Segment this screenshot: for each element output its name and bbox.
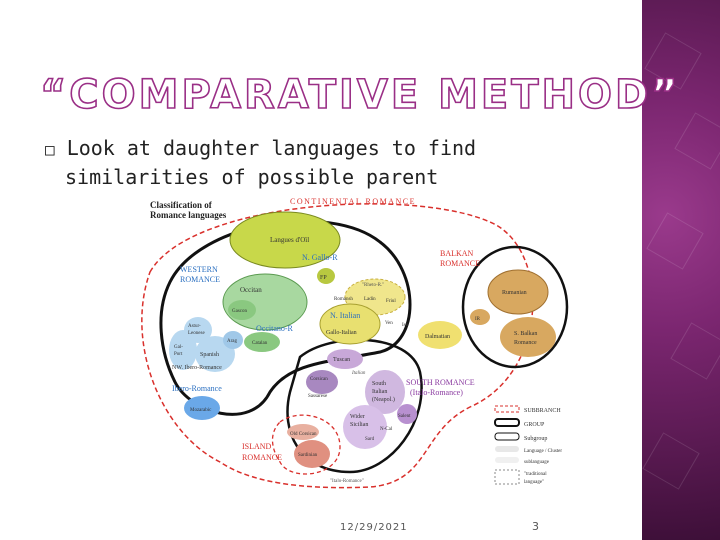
legend-language: Language / Cluster	[524, 449, 563, 454]
romanian-label: Rumanian	[502, 290, 527, 296]
aragonese-label: Arag	[227, 339, 237, 344]
slide-page-number: 3	[532, 520, 539, 533]
astur-leonese-label-2: Leonese	[188, 331, 205, 336]
friul-label: Friul	[386, 299, 396, 304]
ir-blob	[470, 309, 490, 325]
langues-doil-label: Langues d'Oïl	[270, 236, 310, 244]
dalmatian-label: Dalmatian	[425, 334, 450, 340]
legend-subgroup: Subgroup	[524, 436, 548, 442]
s-balkan-label-1: S. Balkan	[514, 331, 538, 337]
balkan-romance-label-2: ROMANCE	[440, 259, 481, 268]
occitan-label: Occitan	[240, 286, 262, 294]
bullet-text-line-1	[45, 136, 476, 160]
legend-traditional-1: "traditional	[524, 472, 547, 477]
ir-label: IR	[475, 317, 480, 322]
n-gallo-r-label: N. Gallo-R	[302, 253, 338, 262]
bullet-text-line-2: similarities of possible parent	[65, 165, 439, 189]
mozarabic-label: Mozarabic	[190, 408, 212, 413]
romansh-label: Romansh	[334, 297, 353, 302]
island-romance-label-1: ISLAND	[242, 442, 272, 451]
galician-label-1: Gal-	[174, 345, 183, 350]
wider-sicilian-label-1: Wider	[350, 414, 365, 420]
nw-ibero-romance-label: NW. Ibero-Romance	[172, 365, 222, 371]
south-italian-label-1: South	[372, 381, 387, 387]
rheto-r-label: "Rheto-R."	[362, 283, 385, 288]
diagram-heading-1: Classification of	[150, 200, 212, 210]
bullet-text: Look at daughter languages to find	[66, 136, 477, 160]
galician-blob	[169, 330, 197, 370]
legend-group: GROUP	[524, 422, 545, 428]
sassarese-label: Sassarese	[308, 394, 328, 399]
hexagon-pattern	[670, 322, 720, 379]
slide-title: “COMPARATIVE METHOD”	[40, 72, 681, 118]
western-romance-label-1: WESTERN	[180, 265, 218, 274]
gascon-label: Gascon	[232, 309, 247, 314]
island-romance-label-2: ROMANCE	[242, 453, 283, 462]
slide-date: 12/29/2021	[340, 522, 408, 533]
legend-traditional-2: language"	[524, 480, 545, 485]
diagram-legend	[495, 406, 562, 485]
ladin-label: Ladin	[364, 297, 376, 302]
sard-label: Sard	[365, 437, 375, 442]
hexagon-pattern	[642, 432, 699, 489]
sardinian-label: Sardinian	[298, 453, 318, 458]
balkan-romance-label-1: BALKAN	[440, 249, 474, 258]
n-italian-label: N. Italian	[330, 311, 361, 320]
legend-sublanguage: sublanguage	[524, 460, 549, 465]
frp-label: FP	[320, 275, 327, 281]
south-italian-label-2: Italian	[372, 389, 388, 395]
gallo-italian-label: Gallo-Italian	[326, 330, 357, 336]
spanish-label: Spanish	[200, 352, 220, 358]
astur-leonese-label-1: Astur-	[188, 324, 201, 329]
south-italian-label-3: (Neapol.)	[372, 397, 395, 403]
legend-subbranch: SUBBRANCH	[524, 408, 561, 414]
corsican-blob	[306, 370, 338, 394]
n-italian-blob	[320, 304, 380, 344]
south-romance-label-1: SOUTH ROMANCE	[406, 378, 475, 387]
continental-romance-label: CONTINENTAL ROMANCE	[290, 197, 416, 206]
ven-label: Ven	[385, 321, 393, 326]
s-balkan-blob	[500, 317, 556, 357]
old-corsican-label: Old Corsican	[290, 432, 317, 437]
salent-label: Salent	[398, 414, 411, 419]
italian-label: Italian	[352, 371, 366, 376]
wider-sicilian-label-2: Sicilian	[350, 422, 369, 428]
italo-romance-label: "Italo-Romance"	[330, 479, 364, 484]
bullet-marker: □	[45, 140, 55, 159]
s-balkan-label-2: Romance	[514, 340, 537, 346]
hexagon-pattern	[646, 212, 703, 269]
western-romance-label-2: ROMANCE	[180, 275, 221, 284]
diagram-heading-2: Romance languages	[150, 210, 227, 220]
romance-classification-diagram	[130, 192, 600, 492]
catalan-label: Catalan	[252, 341, 268, 346]
galician-label-2: Port	[174, 352, 183, 357]
occitano-r-label: Occitano-R	[256, 324, 293, 333]
tuscan-label: Tuscan	[333, 357, 351, 363]
istr-label: Istr	[402, 323, 409, 328]
hexagon-pattern	[674, 112, 720, 169]
south-romance-label-2: (Italo-Romance)	[410, 388, 463, 397]
n-cal-label: N-Cal	[380, 427, 393, 432]
corsican-label: Corsican	[310, 377, 328, 382]
ibero-romance-label: Ibero-Romance	[172, 384, 222, 393]
